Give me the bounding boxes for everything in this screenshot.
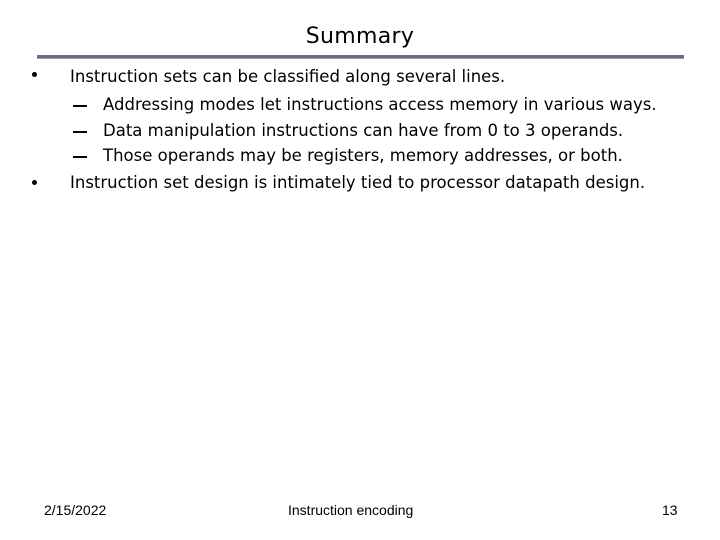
sub-bullet-item: Addressing modes let instructions access memory in various ways. bbox=[103, 95, 657, 114]
bullet-item: Instruction sets can be classified along several lines. bbox=[70, 67, 506, 86]
bullet-marker bbox=[32, 180, 37, 185]
footer-title: Instruction encoding bbox=[288, 502, 414, 518]
bullet-marker bbox=[32, 72, 37, 77]
slide-title: Summary bbox=[305, 24, 415, 49]
sub-bullet-item: Those operands may be registers, memory addresses, or both. bbox=[103, 146, 623, 165]
dash-marker bbox=[73, 156, 87, 158]
bullet-item: Instruction set design is intimately tied to processor datapath design. bbox=[70, 173, 646, 192]
title-divider bbox=[37, 55, 684, 59]
dash-marker bbox=[73, 105, 87, 107]
page-number: 13 bbox=[662, 502, 678, 518]
footer-date: 2/15/2022 bbox=[44, 502, 107, 518]
dash-marker bbox=[73, 131, 87, 133]
sub-bullet-item: Data manipulation instructions can have from 0 to 3 operands. bbox=[103, 121, 624, 140]
